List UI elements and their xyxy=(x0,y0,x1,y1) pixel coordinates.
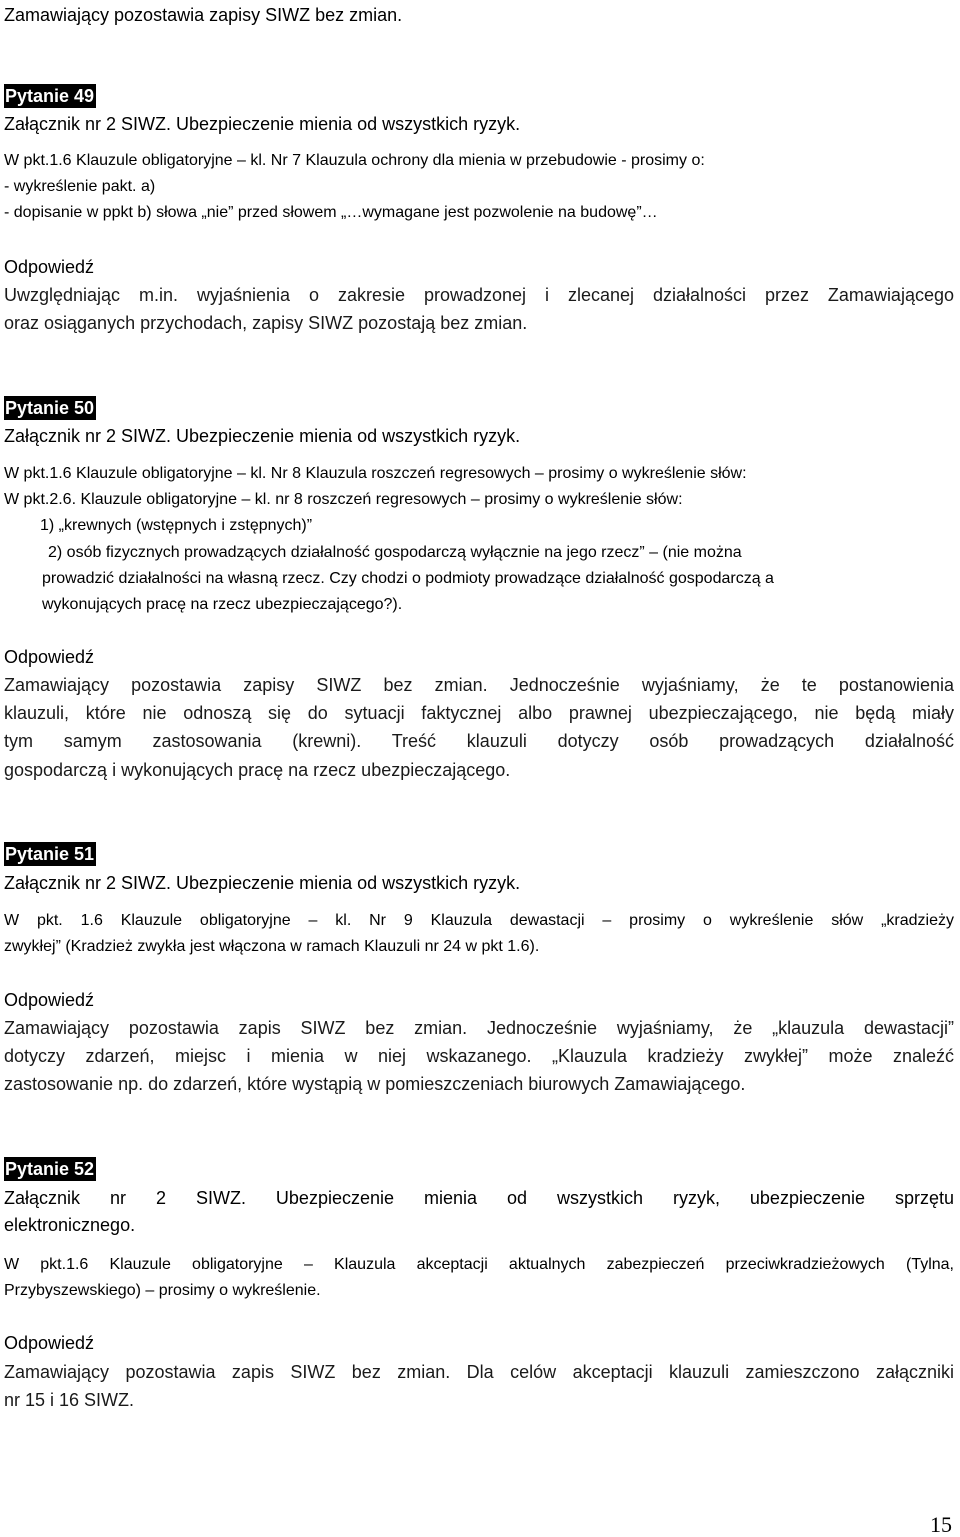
answer-line: Zamawiający pozostawia zapis SIWZ bez zmian. Dla celów akceptacji klauzuli zamieszczono załączniki xyxy=(4,1362,954,1382)
text-line: Załącznik nr 2 SIWZ. Ubezpieczenie mienia od wszystkich ryzyk. xyxy=(4,426,521,446)
text-line: prowadzić działalności na własną rzecz. Czy chodzi o podmioty prowadzące działalność gospodarczą a xyxy=(42,570,774,587)
question-heading: Pytanie 52 xyxy=(5,1159,95,1179)
answer-line: nr 15 i 16 SIWZ. xyxy=(4,1390,135,1410)
text-line: Załącznik nr 2 SIWZ. Ubezpieczenie mienia od wszystkich ryzyk. xyxy=(4,114,521,134)
answer-line: gospodarczą i wykonujących pracę na rzecz ubezpieczającego. xyxy=(4,760,511,780)
answer-line: oraz osiąganych przychodach, zapisy SIWZ pozostają bez zmian. xyxy=(4,313,528,333)
text-line: wykonujących pracę na rzecz ubezpieczającego?). xyxy=(42,596,403,613)
question-heading: Pytanie 51 xyxy=(5,844,95,864)
answer-line: zastosowanie np. do zdarzeń, które wystąpią w pomieszczeniach biurowych Zamawiającego. xyxy=(4,1074,746,1094)
text-line: W pkt.2.6. Klauzule obligatoryjne – kl. nr 8 roszczeń regresowych – prosimy o wykreślenie słów: xyxy=(4,491,683,508)
answer-line: klauzuli, które nie odnoszą się do sytuacji faktycznej albo prawnej ubezpieczającego, nie będą miały xyxy=(4,703,954,723)
text-line: - dopisanie w ppkt b) słowa „nie” przed słowem „…wymagane jest pozwolenie na budowę”… xyxy=(4,204,658,221)
answer-line: Zamawiający pozostawia zapisy SIWZ bez zmian. Jednocześnie wyjaśniamy, że te postanowienia xyxy=(4,675,954,695)
text-line: W pkt. 1.6 Klauzule obligatoryjne – kl. Nr 9 Klauzula dewastacji – prosimy o wykreślenie słów „kradzieży xyxy=(4,912,954,929)
text-line: Zamawiający pozostawia zapisy SIWZ bez zmian. xyxy=(4,5,403,25)
answer-heading: Odpowiedź xyxy=(4,647,95,667)
answer-heading: Odpowiedź xyxy=(4,1333,95,1353)
text-line: elektronicznego. xyxy=(4,1215,136,1235)
answer-heading: Odpowiedź xyxy=(4,257,95,277)
page-number: 15 xyxy=(930,1512,952,1537)
text-line: - wykreślenie pakt. a) xyxy=(4,178,156,195)
answer-line: tym samym zastosowania (krewni). Treść klauzuli dotyczy osób prowadzących działalność xyxy=(4,731,954,751)
question-heading: Pytanie 49 xyxy=(5,86,95,106)
list-item: 2) osób fizycznych prowadzących działalność gospodarczą wyłącznie na jego rzecz” – (nie można xyxy=(48,544,742,561)
answer-line: Uwzględniając m.in. wyjaśnienia o zakresie prowadzonej i zlecanej działalności przez Zamawiającego xyxy=(4,285,954,305)
text-line: zwykłej” (Kradzież zwykła jest włączona w ramach Klauzuli nr 24 w pkt 1.6). xyxy=(4,938,540,955)
answer-heading: Odpowiedź xyxy=(4,990,95,1010)
answer-line: Zamawiający pozostawia zapis SIWZ bez zmian. Jednocześnie wyjaśniamy, że „klauzula dewastacji” xyxy=(4,1018,954,1038)
text-line: W pkt.1.6 Klauzule obligatoryjne – kl. Nr 8 Klauzula roszczeń regresowych – prosimy o wykreślenie słów: xyxy=(4,465,747,482)
text-line: W pkt.1.6 Klauzule obligatoryjne – Klauzula akceptacji aktualnych zabezpieczeń przeciwkradzieżowych (Tylna, xyxy=(4,1256,954,1273)
text-line: W pkt.1.6 Klauzule obligatoryjne – kl. Nr 7 Klauzula ochrony dla mienia w przebudowie - prosimy o: xyxy=(4,152,705,169)
text-line: Przybyszewskiego) – prosimy o wykreślenie. xyxy=(4,1282,321,1299)
text-line: Załącznik nr 2 SIWZ. Ubezpieczenie mienia od wszystkich ryzyk. xyxy=(4,873,521,893)
answer-line: dotyczy zdarzeń, miejsc i mienia w niej wskazanego. „Klauzula kradzieży zwykłej” może znaleźć xyxy=(4,1046,954,1066)
list-item: 1) „krewnych (wstępnych i zstępnych)” xyxy=(40,517,313,534)
question-heading: Pytanie 50 xyxy=(5,398,95,418)
text-line: Załącznik nr 2 SIWZ. Ubezpieczenie mienia od wszystkich ryzyk, ubezpieczenie sprzętu xyxy=(4,1188,954,1208)
